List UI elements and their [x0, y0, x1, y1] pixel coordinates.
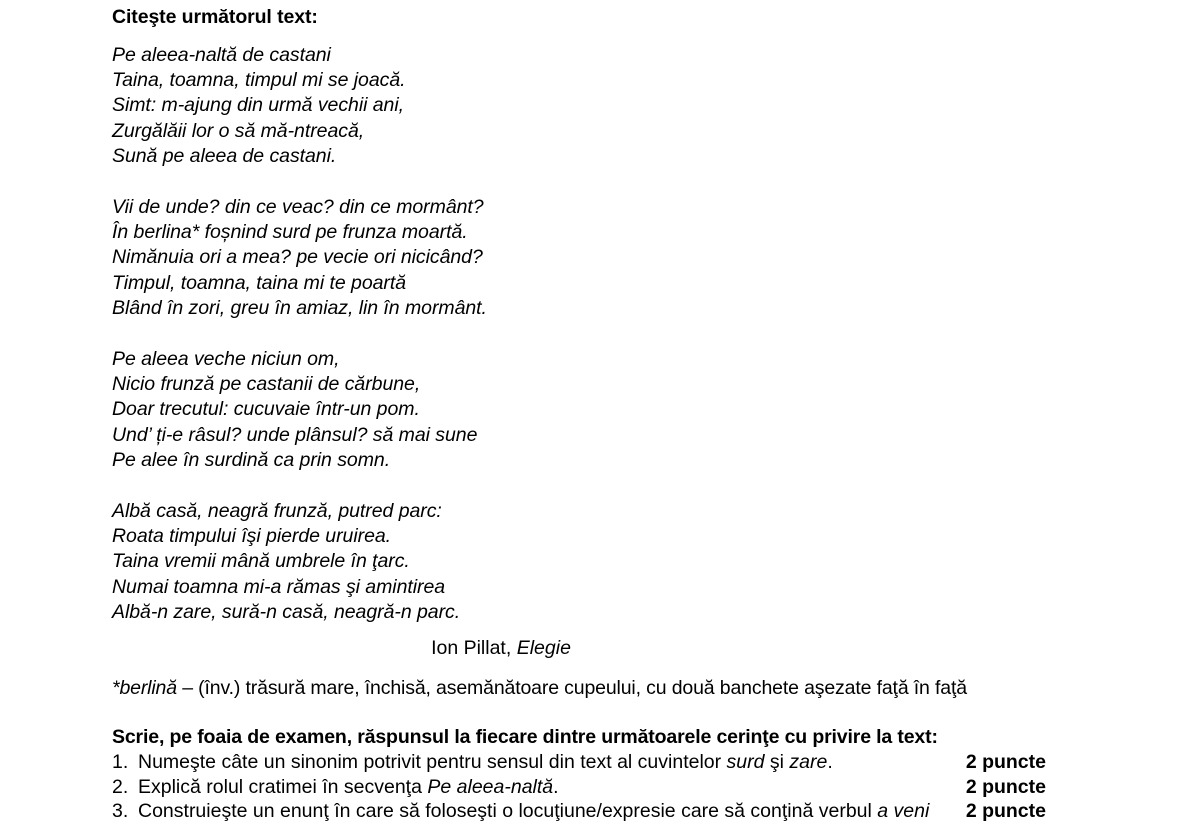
task-item-emphasis: Pe aleea-naltă	[427, 775, 554, 798]
poem-line: Nicio frunză pe castanii de cărbune,	[112, 373, 421, 396]
poem-body	[112, 43, 1050, 625]
footnote-definition: – (înv.) trăsură mare, închisă, asemănătoare cupeului, cu două banchete aşezate faţă în faţă	[176, 677, 967, 700]
task-item	[112, 750, 1050, 775]
task-item-emphasis: surd	[726, 751, 765, 774]
poem-stanza	[112, 499, 1050, 625]
task-item-points: 2 puncte	[965, 800, 1046, 823]
footnote-term: *berlină	[112, 677, 177, 700]
poem-line: Numai toamna mi-a rămas şi amintirea	[112, 575, 446, 598]
poem-line: Sună pe aleea de castani.	[112, 144, 337, 167]
task-item-list	[112, 750, 1050, 824]
document-content	[112, 4, 1050, 824]
poem-attribution	[112, 635, 1050, 661]
task-instruction: Scrie, pe foaia de examen, răspunsul la fiecare dintre următoarele cerinţe cu privire la text:	[112, 726, 938, 749]
task-item-text-after: .	[553, 775, 559, 798]
task-item	[112, 799, 1050, 824]
poem-line: Nimănuia ori a mea? pe vecie ori nicicând?	[112, 246, 483, 269]
poem-line: Taina vremii mână umbrele în ţarc.	[112, 550, 410, 573]
poem-line: Pe aleea veche niciun om,	[112, 348, 340, 371]
poem-line: Roata timpului îşi pierde uruirea.	[112, 525, 392, 548]
task-item-number: 1.	[112, 751, 129, 774]
poem-line: În berlina* foșnind surd pe frunza moartă.	[112, 221, 468, 244]
task-item-text	[138, 800, 929, 822]
poem-stanza	[112, 195, 1050, 321]
task-item-text-before: Construieşte un enunţ în care să foloseşti o locuţiune/expresie care să conţină verbul	[138, 800, 878, 823]
poem-stanza	[112, 43, 1050, 169]
poem-line: Doar trecutul: cucuvaie într-un pom.	[112, 398, 420, 421]
footnote	[112, 675, 1050, 701]
task-item-text	[138, 776, 559, 798]
poem-line: Pe alee în surdină ca prin somn.	[112, 448, 391, 471]
poem-line: Timpul, toamna, taina mi te poartă	[112, 271, 407, 294]
task-item-emphasis: zare	[789, 751, 828, 774]
poem-line: Albă-n zare, sură-n casă, neagră-n parc.	[112, 600, 461, 623]
task-item-text-after: .	[827, 751, 833, 774]
task-item-text	[138, 751, 833, 773]
poem-line: Vii de unde? din ce veac? din ce mormânt?	[112, 196, 484, 219]
task-item-points: 2 puncte	[965, 775, 1046, 798]
poem-line: Zurgălăii lor o să mă-ntreacă,	[112, 119, 365, 142]
poem-line: Simt: m-ajung din urmă vechii ani,	[112, 94, 405, 117]
task-item	[112, 775, 1050, 800]
attribution-work-title: Elegie	[516, 637, 571, 660]
task-item-number: 3.	[112, 800, 129, 823]
task-item-emphasis: a veni	[877, 800, 930, 823]
attribution-author: Ion Pillat,	[431, 637, 512, 660]
task-item-number: 2.	[112, 775, 129, 798]
task-item-text-before: Numeşte câte un sinonim potrivit pentru sensul din text al cuvintelor	[138, 751, 727, 774]
task-item-text-middle: şi	[764, 751, 790, 774]
poem-line: Taina, toamna, timpul mi se joacă.	[112, 69, 406, 92]
task-item-points: 2 puncte	[965, 751, 1046, 774]
poem-stanza	[112, 347, 1050, 473]
poem-line: Und’ ți-e râsul? unde plânsul? să mai sune	[112, 423, 478, 446]
page-title: Citeşte următorul text:	[112, 6, 318, 28]
poem-line: Albă casă, neagră frunză, putred parc:	[112, 500, 442, 523]
poem-line: Blând în zori, greu în amiaz, lin în mormânt.	[112, 296, 487, 319]
task-item-text-before: Explică rolul cratimei în secvenţa	[138, 775, 428, 798]
poem-line: Pe aleea-naltă de castani	[112, 44, 331, 66]
